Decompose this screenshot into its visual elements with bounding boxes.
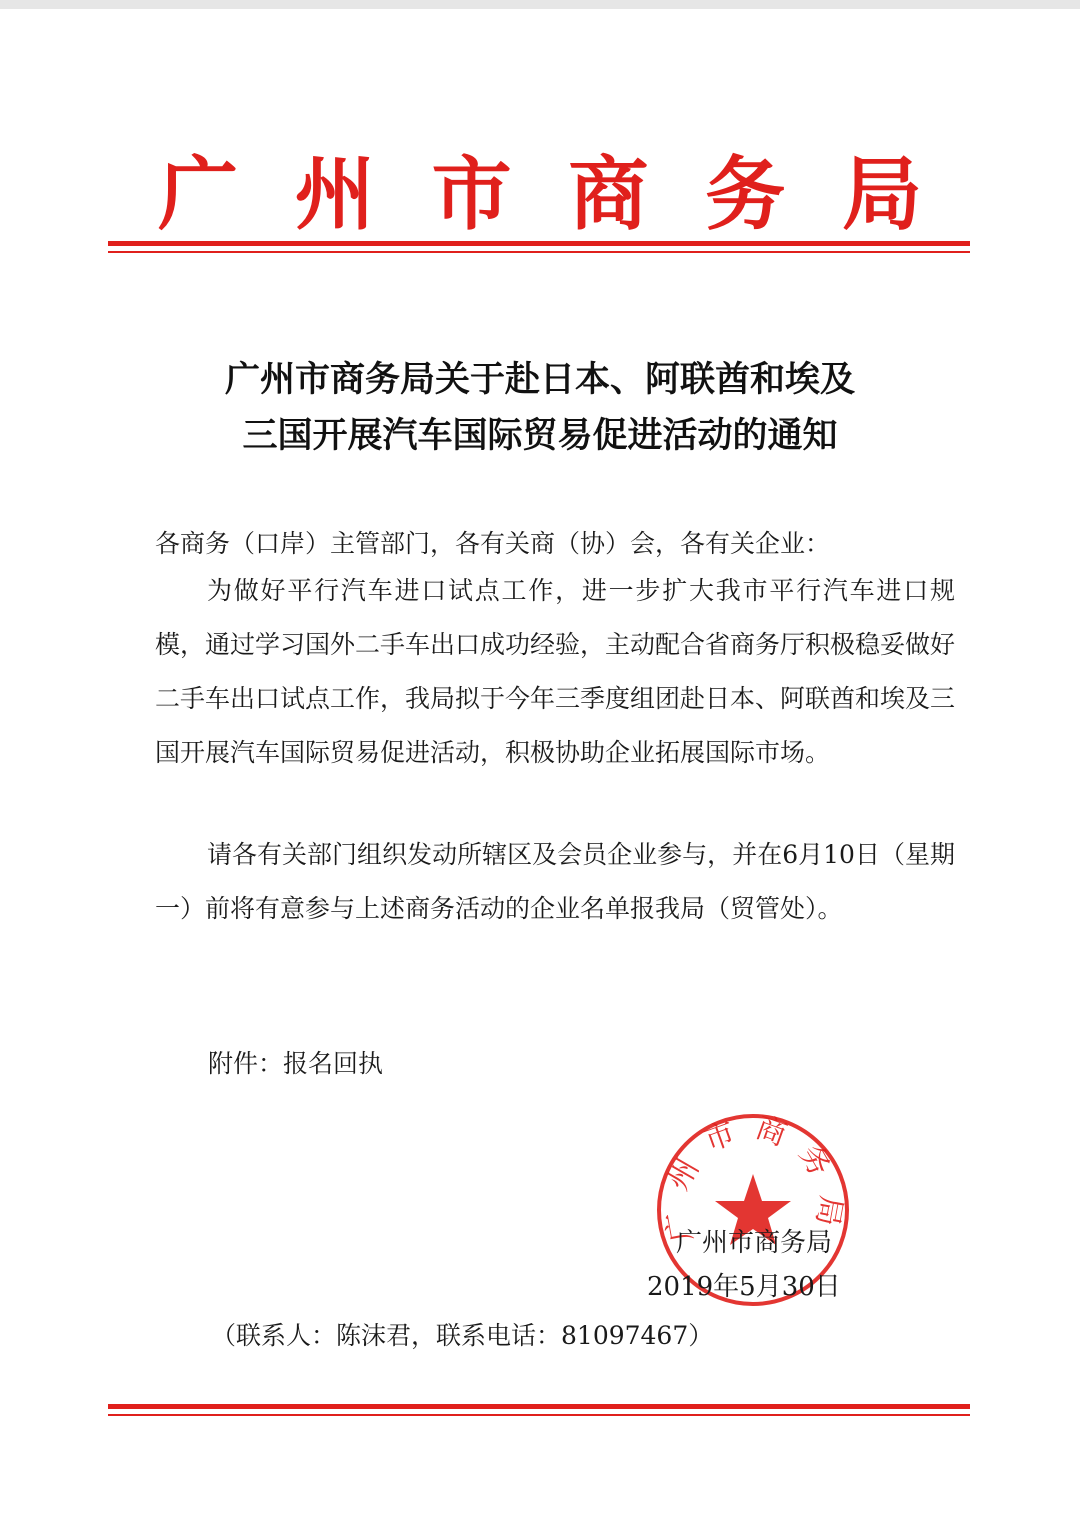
body-paragraph-1: 为做好平行汽车进口试点工作，进一步扩大我市平行汽车进口规模，通过学习国外二手车出口成功经验，主动配合省商务厅积极稳妥做好二手车出口试点工作，我局拟于今年三季度组团赴日本、阿联酋和埃及三国开展汽车国际贸易促进活动，积极协助企业拓展国际市场。 xyxy=(155,576,956,767)
attachment-line: 附件：报名回执 xyxy=(208,1049,384,1078)
footer-rule-thick xyxy=(108,1404,970,1409)
letterhead-char: 局 xyxy=(841,147,922,241)
salutation: 各商务（口岸）主管部门，各有关商（协）会，各有关企业： xyxy=(155,529,831,558)
signature-date: 2019年5月30日 xyxy=(647,1272,841,1302)
letterhead-char: 广 xyxy=(158,147,238,241)
document-title-line-1: 广州市商务局关于赴日本、阿联酋和埃及 xyxy=(224,359,855,400)
letterhead-char: 市 xyxy=(431,147,512,241)
signature-org: 广州市商务局 xyxy=(676,1228,833,1258)
body-paragraph-2: 请各有关部门组织发动所辖区及会员企业参与，并在6月10日（星期一）前将有意参与上述商务活动的企业名单报我局（贸管处）。 xyxy=(155,840,955,923)
letterhead-char: 州 xyxy=(294,147,375,241)
letterhead-rule-thick xyxy=(108,241,970,246)
seal-text: 广州市商务局 xyxy=(657,1110,849,1245)
letterhead-char: 务 xyxy=(705,147,786,241)
footer-rule-thin xyxy=(108,1414,970,1416)
scan-edge xyxy=(0,0,1080,9)
letterhead-rule-thin xyxy=(108,251,970,253)
document-title-line-2: 三国开展汽车国际贸易促进活动的通知 xyxy=(242,415,838,456)
letterhead-char: 商 xyxy=(568,147,649,241)
contact-line: （联系人：陈沫君，联系电话：81097467） xyxy=(211,1321,714,1350)
letterhead-title xyxy=(158,148,922,240)
